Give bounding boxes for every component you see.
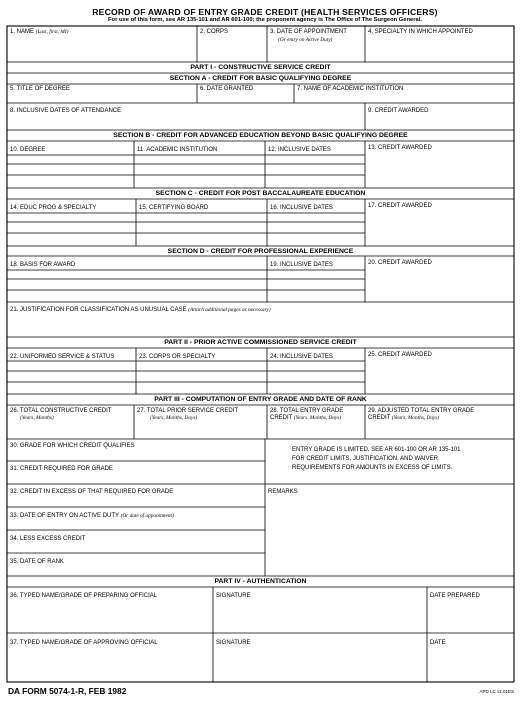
date-prepared-label[interactable]: DATE PREPARED — [430, 593, 480, 599]
credit-awarded-25-label[interactable]: 25. CREDIT AWARDED — [368, 352, 432, 358]
specialty-field-label[interactable]: 4. SPECIALTY IN WHICH APPOINTED — [368, 29, 473, 35]
inclusive-dates-16-label[interactable]: 16. INCLUSIVE DATES — [270, 205, 333, 211]
part1-title: PART I - CONSTRUCTIVE SERVICE CREDIT — [190, 64, 331, 71]
inclusive-dates-19-label[interactable]: 19. INCLUSIVE DATES — [270, 262, 333, 268]
credit-required-label[interactable]: 31. CREDIT REQUIRED FOR GRADE — [10, 466, 113, 472]
signature-approving-label[interactable]: SIGNATURE — [216, 640, 251, 646]
part3-title: PART III - COMPUTATION OF ENTRY GRADE AND DATE OF RANK — [154, 396, 367, 403]
certifying-board-label[interactable]: 15. CERTIFYING BOARD — [139, 205, 209, 211]
total-prior-service-credit-hint: (Years, Months, Days) — [150, 415, 198, 421]
date-approving-label[interactable]: DATE — [430, 640, 446, 646]
section-a-title: SECTION A - CREDIT FOR BASIC QUALIFYING DEGREE — [169, 75, 352, 82]
total-entry-grade-credit-label-2: CREDIT (Years, Months, Days) — [270, 415, 342, 421]
title-of-degree-label[interactable]: 5. TITLE OF DEGREE — [10, 86, 70, 92]
academic-institution-label[interactable]: 7. NAME OF ACADEMIC INSTITUTION — [297, 86, 404, 92]
date-of-rank-label[interactable]: 35. DATE OF RANK — [10, 559, 64, 565]
entry-grade-limit-note: ENTRY GRADE IS LIMITED, SEE AR 601-100 OR AR 135-101 FOR CREDIT LIMITS, JUSTIFICATION, AND WAIVER REQUIREMENTS FOR AMOUNTS IN EXCESS OF LIMITS. — [292, 447, 461, 471]
approving-official-label[interactable]: 37. TYPED NAME/GRADE OF APPROVING OFFICIAL — [10, 640, 158, 646]
credit-awarded-13-label[interactable]: 13. CREDIT AWARDED — [368, 145, 432, 151]
form-subtitle: For use of this form, see AR 135-101 and AR 601-100; the proponent agency is The Office of The Surgeon General. — [108, 17, 422, 23]
basis-for-award-label[interactable]: 18. BASIS FOR AWARD — [10, 262, 76, 268]
total-constructive-credit-label[interactable]: 26. TOTAL CONSTRUCTIVE CREDIT — [10, 408, 112, 414]
educ-prog-specialty-label[interactable]: 14. EDUC PROG & SPECIALTY — [10, 205, 97, 211]
section-d-title: SECTION D - CREDIT FOR PROFESSIONAL EXPERIENCE — [167, 248, 354, 255]
uniformed-service-label[interactable]: 22. UNIFORMED SERVICE & STATUS — [10, 354, 115, 360]
name-field-label[interactable]: 1. NAME (Last, first, MI) — [10, 29, 69, 35]
corps-or-specialty-label[interactable]: 23. CORPS OR SPECIALTY — [139, 354, 216, 360]
remarks-label[interactable]: REMARKS — [268, 489, 298, 495]
academic-institution-11-label[interactable]: 11. ACADEMIC INSTITUTION — [137, 147, 218, 153]
credit-in-excess-label[interactable]: 32. CREDIT IN EXCESS OF THAT REQUIRED FOR GRADE — [10, 489, 174, 495]
section-b-title: SECTION B - CREDIT FOR ADVANCED EDUCATION BEYOND BASIC QUALIFYING DEGREE — [113, 132, 408, 139]
degree-label[interactable]: 10. DEGREE — [10, 147, 46, 153]
date-granted-label[interactable]: 6. DATE GRANTED — [200, 86, 254, 92]
signature-preparing-label[interactable]: SIGNATURE — [216, 593, 251, 599]
credit-awarded-9-label[interactable]: 9. CREDIT AWARDED — [368, 108, 429, 114]
date-of-appointment-hint: (Or entry on Active Duty) — [278, 37, 333, 43]
version-tag: APD LC v1.01ES — [479, 689, 514, 694]
section-c-title: SECTION C - CREDIT FOR POST BACCALAUREATE EDUCATION — [155, 190, 366, 197]
part4-title: PART IV - AUTHENTICATION — [214, 578, 307, 585]
date-of-appointment-label[interactable]: 3. DATE OF APPOINTMENT — [270, 29, 347, 35]
adjusted-entry-grade-credit-label[interactable]: 29. ADJUSTED TOTAL ENTRY GRADE — [368, 408, 475, 414]
total-constructive-credit-hint: (Years, Months) — [20, 415, 54, 421]
inclusive-dates-24-label[interactable]: 24. INCLUSIVE DATES — [270, 354, 333, 360]
grade-qualifies-label[interactable]: 30. GRADE FOR WHICH CREDIT QUALIFIES — [10, 443, 135, 449]
credit-awarded-20-label[interactable]: 20. CREDIT AWARDED — [368, 260, 432, 266]
form-title: RECORD OF AWARD OF ENTRY GRADE CREDIT (HEALTH SERVICES OFFICERS) — [92, 7, 438, 17]
justification-field-label[interactable]: 21. JUSTIFICATION FOR CLASSIFICATION AS UNUSUAL CASE (Attach additional pages as necessary) — [10, 307, 271, 313]
form-number: DA FORM 5074-1-R, FEB 1982 — [8, 686, 127, 696]
corps-field-label[interactable]: 2. CORPS — [200, 29, 229, 35]
total-prior-service-credit-label[interactable]: 27. TOTAL PRIOR SERVICE CREDIT — [137, 408, 239, 414]
inclusive-dates-attendance-label[interactable]: 8. INCLUSIVE DATES OF ATTENDANCE — [10, 108, 122, 114]
date-of-entry-label[interactable]: 33. DATE OF ENTRY ON ACTIVE DUTY (Or date of appointment) — [10, 513, 174, 519]
preparing-official-label[interactable]: 36. TYPED NAME/GRADE OF PREPARING OFFICIAL — [10, 593, 158, 599]
credit-awarded-17-label[interactable]: 17. CREDIT AWARDED — [368, 203, 432, 209]
part2-title: PART II - PRIOR ACTIVE COMMISSIONED SERVICE CREDIT — [164, 339, 357, 346]
less-excess-credit-label[interactable]: 34. LESS EXCESS CREDIT — [10, 536, 86, 542]
total-entry-grade-credit-label[interactable]: 28. TOTAL ENTRY GRADE — [270, 408, 344, 414]
adjusted-entry-grade-credit-label-2: CREDIT (Years, Months, Days) — [368, 415, 440, 421]
inclusive-dates-12-label[interactable]: 12. INCLUSIVE DATES — [268, 147, 331, 153]
